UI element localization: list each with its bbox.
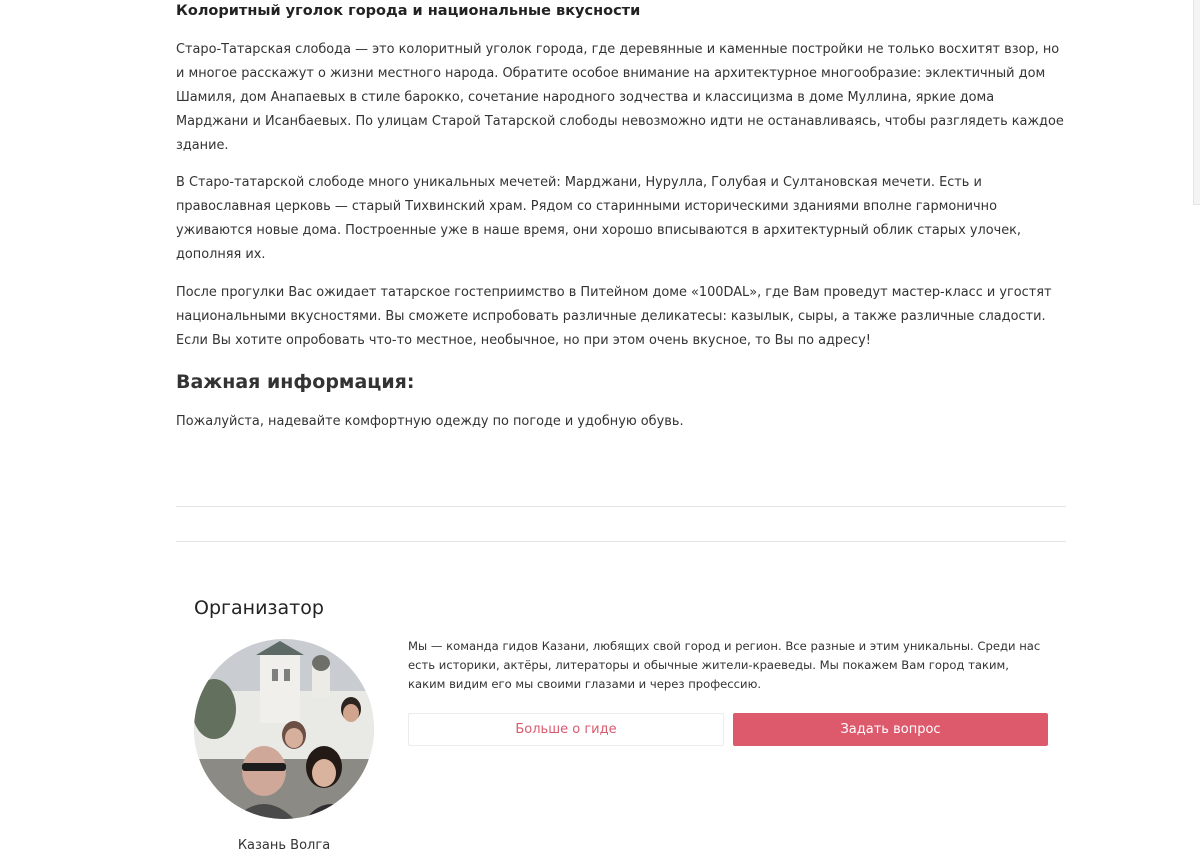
organizer-bio: Мы — команда гидов Казани, любящих свой город и регион. Все разные и этим уникальны. Среди нас есть историки, актёры, литераторы и обычные жители-краеведы. Мы покажем Вам город таким, каким видим его мы своими глазами и через профессию. (408, 639, 1041, 691)
section-heading: Колоритный уголок города и национальные вкусности (176, 3, 641, 19)
divider (176, 506, 1066, 507)
organizer-avatar[interactable] (194, 639, 374, 819)
more-about-guide-button[interactable]: Больше о гиде (408, 713, 724, 746)
scrollbar[interactable] (1193, 0, 1200, 205)
organizer-name[interactable]: Казань Волга (237, 838, 331, 853)
description-paragraph-1: Старо-Татарская слобода — это колоритный уголок города, где деревянные и каменные постройки не только восхитят взор, но и многое расскажут о жизни местного народа. Обратите особое внимание на архитектурное многообразие: эклектичный дом Шамиля, дом Анапаевых в стиле барокко, сочетание народного зодчества и классицизма в доме Муллина, яркие дома Марджани и Исанбаевых. По улицам Старой Татарской слободы невозможно идти не останавливаясь, чтобы разглядеть каждое здание. (176, 42, 1064, 153)
avatar-photo (194, 639, 374, 819)
description-paragraph-3: После прогулки Вас ожидает татарское гостеприимство в Питейном доме «100DAL», где Вам проведут мастер-класс и угостят национальными вкусностями. Вы сможете испробовать различные деликатесы: казылык, сыры, а также различные сладости. Если Вы хотите опробовать что-то местное, необычное, но при этом очень вкусное, то Вы по адресу! (176, 285, 1052, 348)
divider (176, 541, 1066, 542)
important-info-heading: Важная информация: (176, 371, 415, 393)
important-info-text: Пожалуйста, надевайте комфортную одежду по погоде и удобную обувь. (176, 414, 684, 429)
ask-question-button[interactable]: Задать вопрос (733, 713, 1048, 746)
organizer-title: Организатор (194, 597, 324, 619)
description-paragraph-2: В Старо-татарской слободе много уникальных мечетей: Марджани, Нурулла, Голубая и Султановская мечети. Есть и православная церковь — старый Тихвинский храм. Рядом со старинными историческими зданиями вполне гармонично уживаются новые дома. Построенные уже в наше время, они хорошо вписываются в архитектурный облик старых улочек, дополняя их. (176, 175, 1022, 262)
